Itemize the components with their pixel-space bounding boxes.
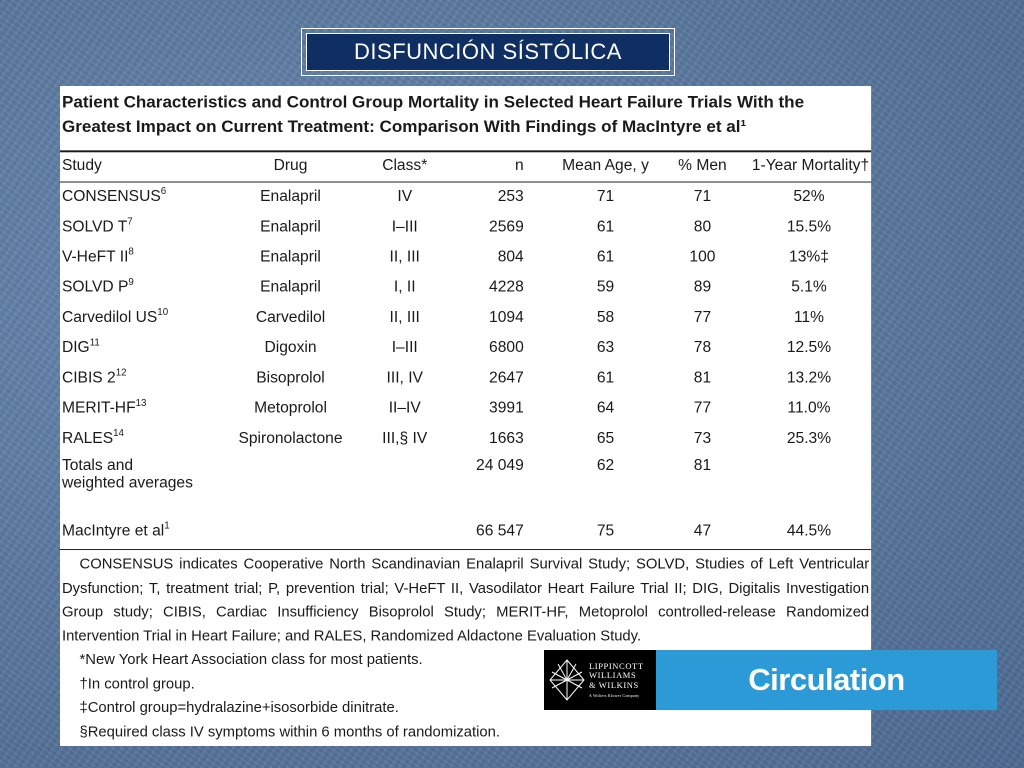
cell-men: 89	[693, 278, 712, 296]
header-rule	[60, 182, 871, 183]
cell-class: III,§ IV	[382, 429, 428, 447]
lww-logo	[544, 650, 656, 710]
study-reference: 6	[160, 185, 167, 197]
header-study: Study	[61, 157, 102, 174]
abbreviations-note: CONSENSUS indicates Cooperative North Scandinavian Enalapril Survival Study; SOLVD, Studies of Left Ventricular Dysfunction; T, treatment trial; P, prevention trial; V-HeFT II, Vasodilator Heart Failure Trial II; DIG, Digitalis Investigation Group study; CIBIS, Cardiac Insufficiency Bisoprolol Study; MERIT-HF, Metoprolol controlled-release Randomized Intervention Trial in Heart Failure; and RALES, Randomized Aldactone Evaluation Study.	[61, 555, 870, 645]
cell-study	[60, 212, 222, 242]
cell-n: 2569	[489, 218, 524, 235]
lww-wordmark	[589, 662, 644, 699]
macintyre-age: 75	[596, 522, 615, 540]
study-name: CONSENSUS	[61, 187, 161, 205]
slide-title: DISFUNCIÓN SÍSTÓLICA	[306, 33, 670, 71]
study-name: MERIT-HF	[61, 399, 136, 416]
cell-study	[60, 182, 222, 212]
study-reference: 12	[115, 367, 127, 378]
table-row	[60, 302, 871, 332]
cell-men: 77	[693, 399, 712, 416]
table-row	[60, 182, 871, 212]
cell-n: 3991	[489, 399, 524, 416]
study-name: Carvedilol US	[61, 308, 158, 326]
study-reference: 8	[128, 246, 134, 258]
cell-mortality: 11%	[793, 308, 825, 326]
header-mortality: 1-Year Mortality†	[751, 157, 870, 174]
study-reference: 9	[128, 276, 134, 288]
cell-mortality: 13%‡	[789, 248, 829, 265]
table-caption	[62, 90, 861, 139]
cell-mortality: 11.0%	[787, 399, 831, 416]
bottom-rule	[60, 549, 871, 550]
cell-age: 64	[596, 399, 615, 416]
cell-age: 71	[596, 187, 615, 205]
footnote-class-iv: §Required class IV symptoms within 6 months of randomization.	[79, 723, 501, 740]
table-row	[60, 333, 871, 363]
cell-study	[60, 302, 222, 332]
cell-study	[60, 333, 222, 363]
cell-mortality: 5.1%	[791, 278, 827, 296]
cell-mortality: 52%	[793, 187, 825, 205]
study-name: V-HeFT II	[61, 248, 129, 265]
macintyre-men: 47	[693, 522, 712, 540]
cell-drug: Bisoprolol	[256, 369, 325, 386]
cell-n: 4228	[489, 278, 524, 296]
cell-n: 253	[497, 187, 524, 205]
footnote-hydralazine: ‡Control group=hydralazine+isosorbide dinitrate.	[79, 699, 399, 716]
cell-men: 80	[693, 218, 712, 235]
table-row	[60, 272, 871, 302]
cell-class: II–IV	[388, 399, 421, 416]
slide-title-frame	[301, 28, 675, 76]
table-footnotes	[62, 553, 869, 744]
totals-n: 24 049	[476, 457, 524, 475]
cell-class: IV	[397, 187, 413, 205]
cell-age: 58	[596, 308, 615, 326]
cell-age: 61	[596, 369, 615, 386]
header-drug: Drug	[273, 157, 308, 174]
table-row	[60, 363, 871, 393]
cell-study	[60, 393, 222, 423]
cell-men: 100	[689, 248, 716, 265]
cell-age: 65	[596, 429, 615, 447]
cell-n: 2647	[489, 369, 524, 386]
starburst-icon	[548, 658, 586, 702]
study-reference: 13	[135, 397, 147, 409]
cell-mortality: 12.5%	[786, 338, 832, 356]
cell-n: 1663	[489, 429, 524, 447]
study-name: DIG	[61, 338, 90, 356]
cell-n: 1094	[489, 308, 524, 326]
table-row	[60, 212, 871, 242]
cell-class: I–III	[391, 218, 418, 235]
study-name: RALES	[61, 429, 114, 447]
publisher-logo	[544, 650, 997, 710]
header-class: Class*	[382, 157, 428, 174]
cell-drug: Enalapril	[260, 218, 321, 235]
cell-class: II, III	[389, 308, 420, 326]
table-header-row	[60, 150, 871, 181]
trials-table	[60, 150, 871, 549]
totals-label-line-2: weighted averages	[61, 474, 193, 492]
cell-age: 61	[596, 248, 615, 265]
cell-study	[60, 423, 222, 453]
totals-men: 81	[693, 457, 712, 475]
cell-mortality: 13.2%	[786, 369, 832, 386]
study-name: SOLVD P	[61, 278, 129, 296]
cell-study	[60, 242, 222, 272]
study-reference: 14	[113, 427, 124, 439]
totals-label	[60, 454, 222, 514]
macintyre-ref: 1	[164, 520, 170, 532]
table-row	[60, 242, 871, 272]
cell-study	[60, 363, 222, 393]
study-name: CIBIS 2	[61, 369, 116, 386]
cell-drug: Enalapril	[260, 187, 321, 205]
macintyre-row	[60, 514, 871, 549]
cell-age: 61	[596, 218, 615, 235]
cell-mortality: 15.5%	[786, 218, 832, 235]
table-row	[60, 393, 871, 423]
journal-table-image	[60, 86, 871, 746]
lww-line-3: & WILKINS	[589, 679, 639, 690]
cell-age: 59	[596, 278, 615, 296]
cell-class: I–III	[391, 338, 418, 356]
macintyre-study	[60, 514, 222, 549]
totals-age: 62	[596, 457, 615, 475]
cell-drug: Enalapril	[260, 278, 321, 296]
cell-men: 77	[693, 308, 712, 326]
cell-drug: Enalapril	[260, 248, 321, 265]
study-reference: 11	[89, 337, 100, 348]
cell-drug: Carvedilol	[255, 308, 326, 326]
totals-label-line-1: Totals and	[61, 457, 134, 475]
cell-drug: Digoxin	[264, 338, 317, 356]
cell-n: 6800	[489, 338, 524, 356]
cell-class: I, II	[393, 278, 416, 296]
cell-drug: Spironolactone	[238, 429, 343, 447]
cell-men: 71	[693, 187, 712, 205]
study-reference: 10	[157, 306, 169, 318]
lww-line-2: WILLIAMS	[589, 670, 637, 681]
cell-n: 804	[497, 248, 524, 265]
cell-age: 63	[596, 338, 615, 356]
lww-subtitle: A Wolters Kluwer Company	[589, 693, 640, 699]
cell-men: 73	[693, 429, 712, 447]
lww-line-1: LIPPINCOTT	[589, 660, 644, 671]
cell-men: 78	[693, 338, 712, 356]
table-caption-line-1: Patient Characteristics and Control Group Mortality in Selected Heart Failure Trials With the	[61, 91, 805, 112]
cell-drug: Metoprolol	[254, 399, 327, 416]
study-name: SOLVD T	[61, 218, 128, 235]
cell-class: III, IV	[386, 369, 423, 386]
footnote-control: †In control group.	[79, 675, 195, 692]
cell-men: 81	[693, 369, 712, 386]
header-n: n	[515, 157, 524, 174]
macintyre-study-name: MacIntyre et al	[61, 522, 165, 540]
cell-class: II, III	[389, 248, 420, 265]
header-age: Mean Age, y	[562, 157, 649, 174]
macintyre-mortality: 44.5%	[786, 522, 832, 540]
footnote-class: *New York Heart Association class for most patients.	[79, 651, 423, 669]
header-men: % Men	[678, 157, 727, 174]
cell-mortality: 25.3%	[786, 429, 832, 447]
cell-study	[60, 272, 222, 302]
table-caption-line-2: Greatest Impact on Current Treatment: Comparison With Findings of MacIntyre et al¹	[61, 116, 747, 136]
study-reference: 7	[127, 216, 133, 227]
macintyre-n: 66 547	[476, 522, 524, 540]
totals-row	[60, 454, 871, 514]
circulation-logo: Circulation	[656, 650, 997, 710]
table-row	[60, 423, 871, 453]
